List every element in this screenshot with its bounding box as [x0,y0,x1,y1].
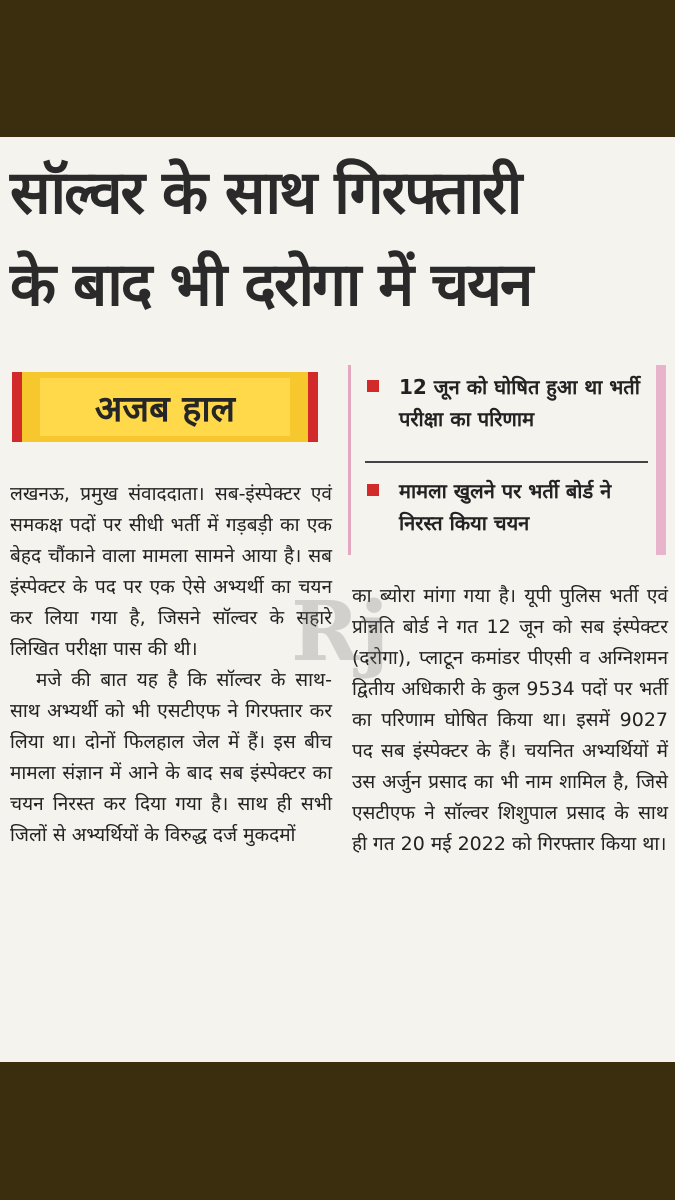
section-tag-inner [40,378,290,436]
highlight-item [373,371,642,435]
article-paragraph: लखनऊ, प्रमुख संवाददाता। सब-इंस्पेक्टर एवं समकक्ष पदों पर सीधी भर्ती में गड़बड़ी का एक बेहद चौंकाने वाला मामला सामने आया है। सब इंस्पेक्टर के पद पर एक ऐसे अभ्यर्थी का चयन कर लिया गया है, जिसने सॉल्वर के सहारे लिखित परीक्षा पास की थी। [10,483,332,660]
bullet-square-icon [367,484,379,496]
highlight-item [373,475,642,539]
highlight-divider [365,461,648,463]
article-paragraph: मजे की बात यह है कि सॉल्वर के साथ-साथ अभ्यर्थी को भी एसटीएफ ने गिरफ्तार कर लिया था। दोनों फिलहाल जेल में हैं। इस बीच मामला संज्ञान में आने के बाद सब इंस्पेक्टर का चयन निरस्त कर दिया गया है। साथ ही सभी जिलों से अभ्यर्थियों के विरुद्ध दर्ज मुकदमों [10,669,332,846]
headline-line-2: के बाद भी दरोगा में चयन [10,250,532,320]
watermark-logo: Rj [291,584,389,680]
article-paragraph: का ब्योरा मांगा गया है। यूपी पुलिस भर्ती एवं प्रोन्नति बोर्ड ने गत 12 जून को सब इंस्पेक्टर (दरोगा), प्लाटून कमांडर पीएसी व अग्निशमन द्वितीय अधिकारी के कुल 9534 पदों पर भर्ती का परिणाम घोषित किया था। इसमें 9027 पद सब इंस्पेक्टर के हैं। चयनित अभ्यर्थियों में उस अर्जुन प्रसाद का भी नाम शामिल है, जिसे एसटीएफ ने सॉल्वर शिशुपाल प्रसाद के साथ ही गत 20 मई 2022 को गिरफ्तार किया था। [352,585,668,855]
highlight-text: 12 जून को घोषित हुआ था भर्ती परीक्षा का परिणाम [399,375,640,431]
bullet-square-icon [367,380,379,392]
highlights-box [348,365,666,555]
newspaper-clipping [0,137,675,1062]
article-column-1 [10,479,332,851]
headline-line-1: सॉल्वर के साथ गिरफ्तारी [10,158,521,228]
section-tag [12,372,318,442]
highlight-text: मामला खुलने पर भर्ती बोर्ड ने निरस्त किया चयन [399,479,612,535]
article-column-2 [352,581,668,860]
section-tag-label: अजब हाल [94,388,236,430]
